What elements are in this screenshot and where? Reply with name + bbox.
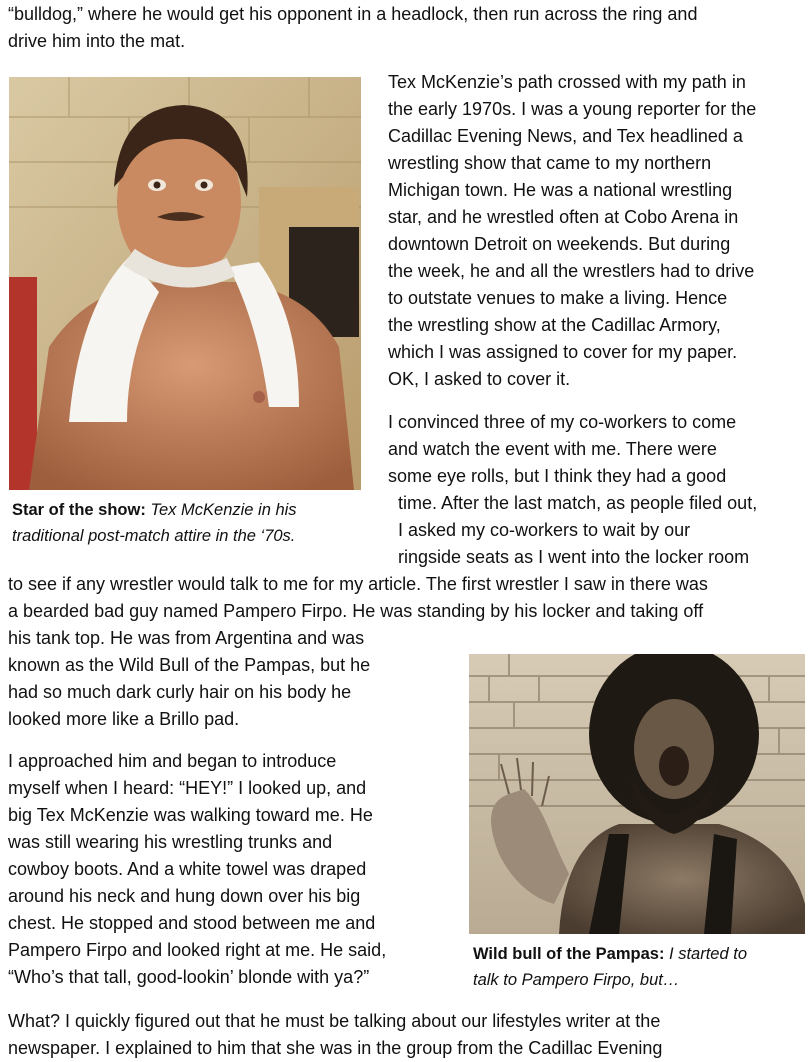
text-line: drive him into the mat. (8, 31, 186, 51)
text-line: OK, I asked to cover it. (388, 369, 571, 389)
text-line: his tank top. He was from Argentina and was (8, 628, 365, 648)
text-line: was still wearing his wrestling trunks and (8, 832, 333, 852)
text-line: downtown Detroit on weekends. But during (388, 234, 731, 254)
text-line: “bulldog,” where he would get his opponent in a headlock, then run across the ring and (8, 4, 698, 24)
text-line: the week, he and all the wrestlers had to drive (388, 261, 755, 281)
text-line: big Tex McKenzie was walking toward me. He (8, 805, 373, 825)
text-line: which I was assigned to cover for my paper. (388, 342, 738, 362)
text-line: to outstate venues to make a living. Hence (388, 288, 728, 308)
text-line: a bearded bad guy named Pampero Firpo. He was standing by his locker and taking off (8, 601, 704, 621)
text-line: to see if any wrestler would talk to me for my article. The first wrestler I saw in there was (8, 574, 708, 594)
text-line: chest. He stopped and stood between me and (8, 913, 376, 933)
text-line: time. After the last match, as people filed out, (398, 493, 758, 513)
text-line: Pampero Firpo and looked right at me. He said, (8, 940, 387, 960)
text-line: “Who’s that tall, good-lookin’ blonde with ya?” (8, 967, 370, 987)
text-line: wrestling show that came to my northern (388, 153, 712, 173)
caption-text: I started to (669, 945, 748, 963)
text-line: looked more like a Brillo pad. (8, 709, 240, 729)
text-line: had so much dark curly hair on his body he (8, 682, 352, 702)
caption-text: Tex McKenzie in his (150, 501, 297, 519)
pampero-firpo-photo (469, 654, 805, 934)
tex-mckenzie-photo (9, 77, 361, 490)
caption-text: talk to Pampero Firpo, but… (473, 971, 680, 989)
caption-lead: Star of the show: (12, 501, 146, 519)
text-line: I approached him and began to introduce (8, 751, 337, 771)
photo-caption-firpo (473, 941, 747, 993)
text-line: the early 1970s. I was a young reporter for the (388, 99, 757, 119)
text-line: known as the Wild Bull of the Pampas, but he (8, 655, 371, 675)
text-line: I convinced three of my co-workers to come (388, 412, 737, 432)
text-line: ringside seats as I went into the locker room (398, 547, 750, 567)
caption-text: traditional post-match attire in the ‘70s. (12, 527, 296, 545)
text-line: some eye rolls, but I think they had a good (388, 466, 727, 486)
tex-mckenzie-image (9, 77, 361, 490)
photo-caption-tex (12, 497, 297, 549)
text-line: and watch the event with me. There were (388, 439, 717, 459)
text-line: What? I quickly figured out that he must be talking about our lifestyles writer at the (8, 1011, 661, 1031)
text-line: star, and he wrestled often at Cobo Arena in (388, 207, 739, 227)
text-line: around his neck and hung down over his big (8, 886, 361, 906)
pampero-firpo-image (469, 654, 805, 934)
text-line: Michigan town. He was a national wrestling (388, 180, 733, 200)
text-line: the wrestling show at the Cadillac Armory, (388, 315, 721, 335)
text-line: I asked my co-workers to wait by our (398, 520, 691, 540)
text-line: Tex McKenzie’s path crossed with my path in (388, 72, 746, 92)
text-line: cowboy boots. And a white towel was draped (8, 859, 367, 879)
caption-lead: Wild bull of the Pampas: (473, 945, 665, 963)
text-line: newspaper. I explained to him that she was in the group from the Cadillac Evening (8, 1038, 663, 1058)
text-line: Cadillac Evening News, and Tex headlined a (388, 126, 743, 146)
text-line: myself when I heard: “HEY!” I looked up, and (8, 778, 367, 798)
